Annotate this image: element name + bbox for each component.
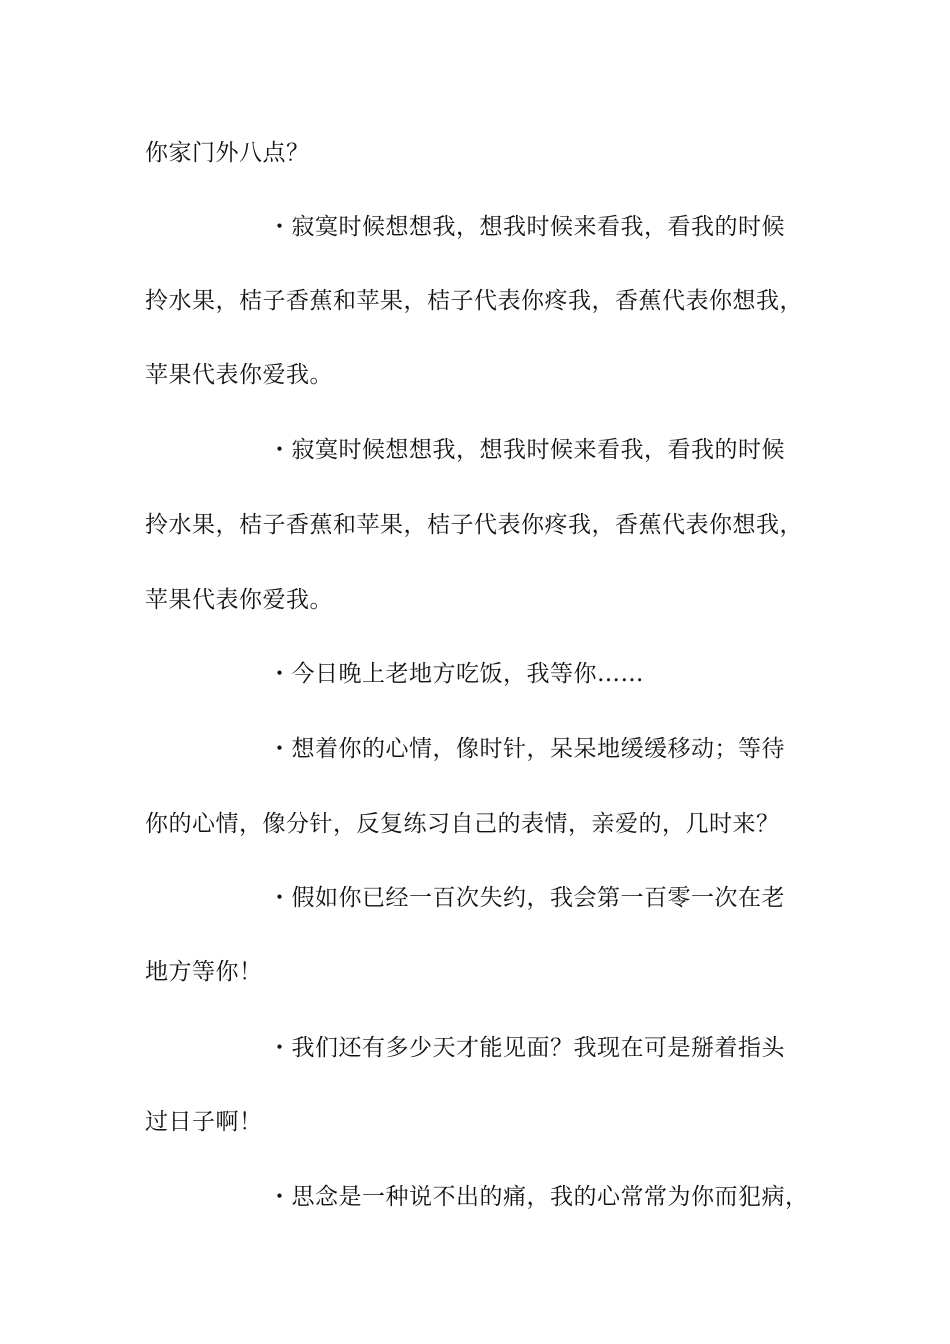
text-line: 你的心情，像分针，反复练习自己的表情，亲爱的，几时来？: [145, 811, 780, 837]
text-line: ・今日晚上老地方吃饭，我等你……: [268, 661, 644, 687]
text-line: 苹果代表你爱我。: [145, 587, 333, 613]
text-line: ・想着你的心情，像时针，呆呆地缓缓移动；等待: [268, 736, 785, 762]
text-line: 地方等你！: [145, 959, 263, 985]
text-line: 苹果代表你爱我。: [145, 362, 333, 388]
text-line: ・思念是一种说不出的痛，我的心常常为你而犯病，: [268, 1184, 809, 1210]
text-line: 拎水果，桔子香蕉和苹果，桔子代表你疼我，香蕉代表你想我，: [145, 512, 803, 538]
text-line: ・寂寞时候想想我，想我时候来看我，看我的时候: [268, 214, 785, 240]
text-line: ・寂寞时候想想我，想我时候来看我，看我的时候: [268, 437, 785, 463]
text-line: 过日子啊！: [145, 1109, 263, 1135]
text-line: 拎水果，桔子香蕉和苹果，桔子代表你疼我，香蕉代表你想我，: [145, 288, 803, 314]
text-line: ・我们还有多少天才能见面？我现在可是掰着指头: [268, 1035, 785, 1061]
text-line: 你家门外八点？: [145, 140, 310, 166]
text-line: ・假如你已经一百次失约，我会第一百零一次在老: [268, 885, 785, 911]
